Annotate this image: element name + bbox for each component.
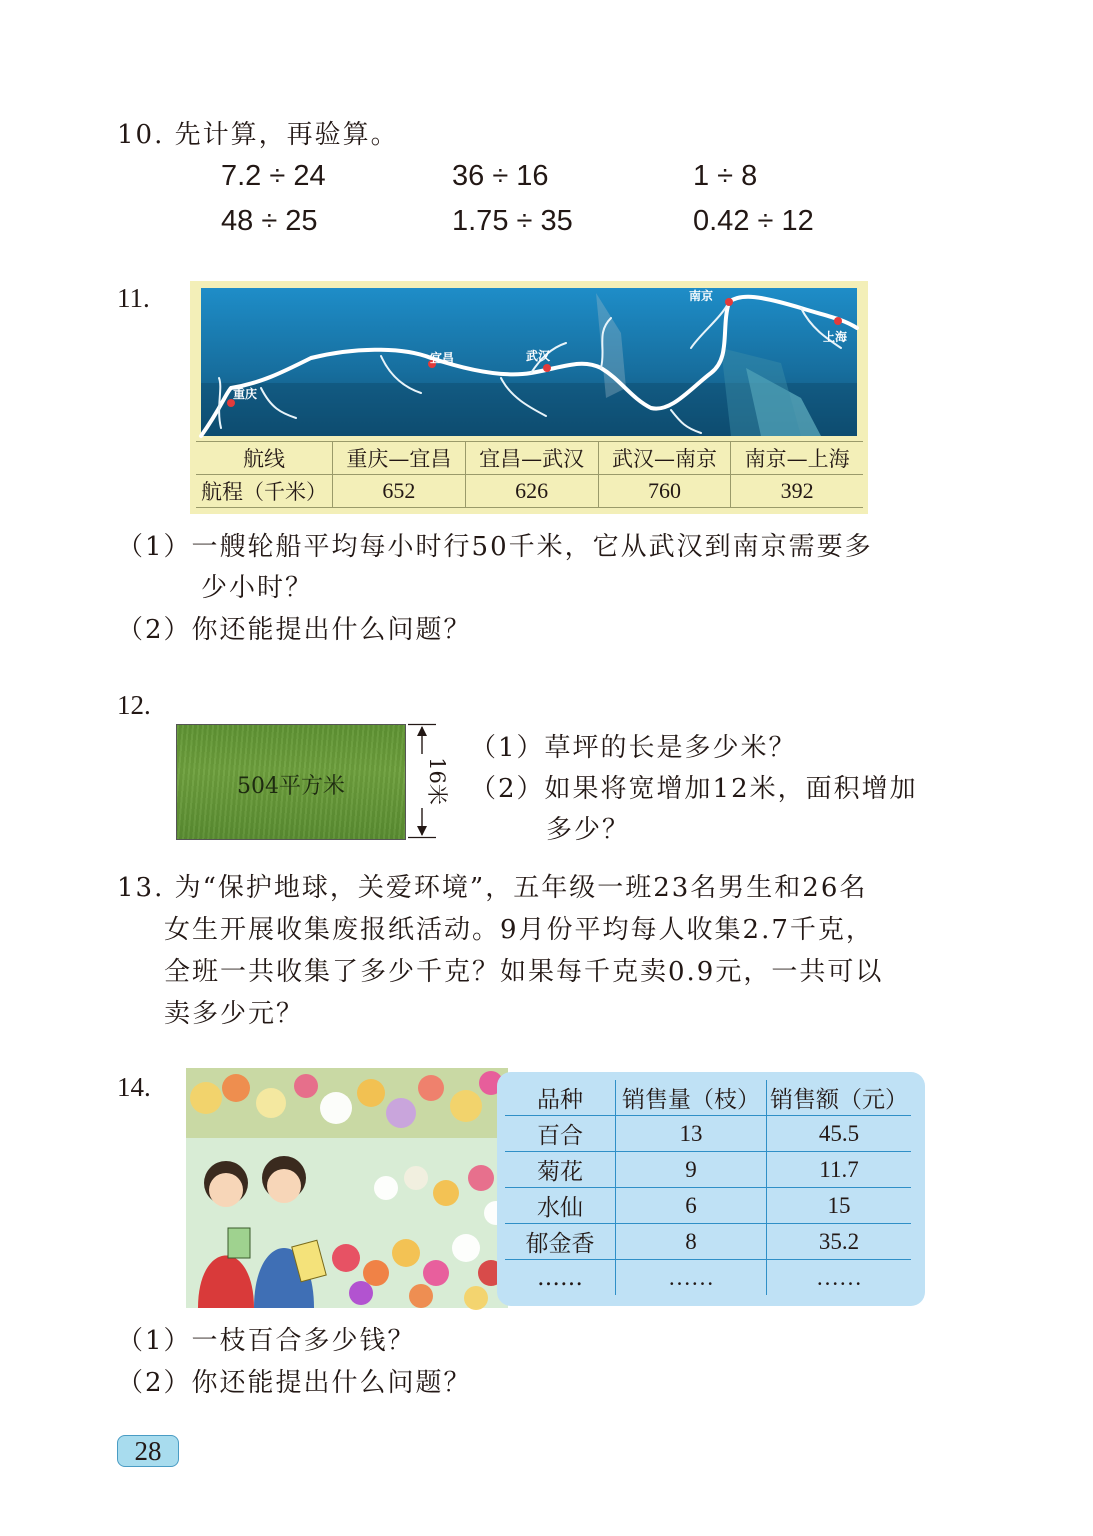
- map-label-chongqing: 重庆: [233, 387, 258, 401]
- route-value-2: 626: [465, 475, 598, 508]
- flower-amount: 11.7: [767, 1152, 912, 1188]
- p11-q1-line2: 少小时？: [201, 573, 314, 603]
- p10-calc-1: 7.2 ÷ 24: [221, 160, 326, 192]
- flower-table-header: [505, 1080, 911, 1116]
- map-label-wuhan: 武汉: [526, 349, 551, 363]
- flower-table-row: [505, 1188, 911, 1224]
- route-header-0: 航线: [196, 442, 333, 475]
- route-value-4: 392: [731, 475, 863, 508]
- map-label-shanghai: 上海: [823, 330, 848, 344]
- flower-amount: 45.5: [767, 1116, 912, 1152]
- route-value-1: 652: [333, 475, 466, 508]
- route-table-row: [196, 475, 863, 508]
- p12-q2-line1: （2）如果将宽增加12米，面积增加: [470, 774, 918, 804]
- map-label-yichang: 宜昌: [430, 351, 455, 365]
- p14-q2: （2）你还能提出什么问题？: [117, 1368, 472, 1398]
- route-header-3: 武汉—南京: [598, 442, 731, 475]
- p12-q2-line2: 多少？: [546, 815, 631, 845]
- city-dot-wuhan: [543, 364, 551, 372]
- lawn-figure: [176, 724, 406, 840]
- flower-name: 水仙: [505, 1188, 616, 1224]
- yangtze-map: [201, 288, 857, 436]
- flower-name: 百合: [505, 1116, 616, 1152]
- p12-q1: （1）草坪的长是多少米？: [470, 733, 797, 763]
- p11-q2: （2）你还能提出什么问题？: [117, 615, 472, 645]
- flower-table-row: [505, 1152, 911, 1188]
- route-header-2: 宜昌—武汉: [465, 442, 598, 475]
- flower-table-row: [505, 1224, 911, 1260]
- p10-title: 10. 先计算，再验算。: [117, 120, 399, 150]
- flower-header-2: 销售额（元）: [767, 1080, 912, 1116]
- route-table: [196, 441, 863, 508]
- route-table-header: [196, 442, 863, 475]
- p11-q1-line1: （1）一艘轮船平均每小时行50千米，它从武汉到南京需要多: [117, 532, 873, 562]
- flower-quantity: 6: [616, 1188, 767, 1224]
- flower-shop-illustration: [186, 1068, 508, 1308]
- p10-calc-6: 0.42 ÷ 12: [693, 205, 814, 237]
- p13-line2: 女生开展收集废报纸活动。9月份平均每人收集2.7千克，: [164, 915, 874, 945]
- flower-sales-table: [505, 1080, 911, 1295]
- flower-amount: ……: [767, 1260, 912, 1296]
- flower-quantity: ……: [616, 1260, 767, 1296]
- flower-amount: 15: [767, 1188, 912, 1224]
- page-number: 28: [117, 1435, 179, 1467]
- lawn-area-label: 504平方米: [237, 774, 345, 799]
- p14-number: 14.: [117, 1072, 151, 1102]
- city-dot-nanjing: [725, 298, 733, 306]
- flower-table-row: [505, 1116, 911, 1152]
- p10-calc-5: 1.75 ÷ 35: [452, 205, 573, 237]
- route-header-4: 南京—上海: [731, 442, 863, 475]
- map-label-nanjing: 南京: [689, 289, 714, 303]
- flower-name: 菊花: [505, 1152, 616, 1188]
- p10-calc-2: 36 ÷ 16: [452, 160, 549, 192]
- flower-quantity: 8: [616, 1224, 767, 1260]
- flower-sales-panel: [497, 1072, 925, 1306]
- p10-calc-4: 48 ÷ 25: [221, 205, 318, 237]
- p13-line1: 13. 为“保护地球，关爱环境”，五年级一班23名男生和26名: [117, 873, 868, 903]
- flower-header-1: 销售量（枝）: [616, 1080, 767, 1116]
- flower-quantity: 9: [616, 1152, 767, 1188]
- city-dot-shanghai: [834, 317, 842, 325]
- route-value-3: 760: [598, 475, 731, 508]
- p14-q1: （1）一枝百合多少钱？: [117, 1326, 416, 1356]
- flower-name: ……: [537, 1264, 583, 1291]
- p12-number: 12.: [117, 690, 151, 720]
- flower-quantity: 13: [616, 1116, 767, 1152]
- route-header-1: 重庆—宜昌: [333, 442, 466, 475]
- route-row-label: 航程（千米）: [196, 475, 333, 508]
- width-dimension: [404, 724, 449, 838]
- flower-name: 郁金香: [505, 1224, 616, 1260]
- width-label: 16米: [425, 757, 449, 805]
- p13-line4: 卖多少元？: [164, 999, 305, 1029]
- p11-number: 11.: [117, 283, 150, 313]
- flower-header-0: 品种: [505, 1080, 616, 1116]
- p13-line3: 全班一共收集了多少千克？如果每千克卖0.9元，一共可以: [164, 957, 884, 987]
- flower-table-row: [505, 1260, 911, 1296]
- flower-amount: 35.2: [767, 1224, 912, 1260]
- p10-calc-3: 1 ÷ 8: [693, 160, 758, 192]
